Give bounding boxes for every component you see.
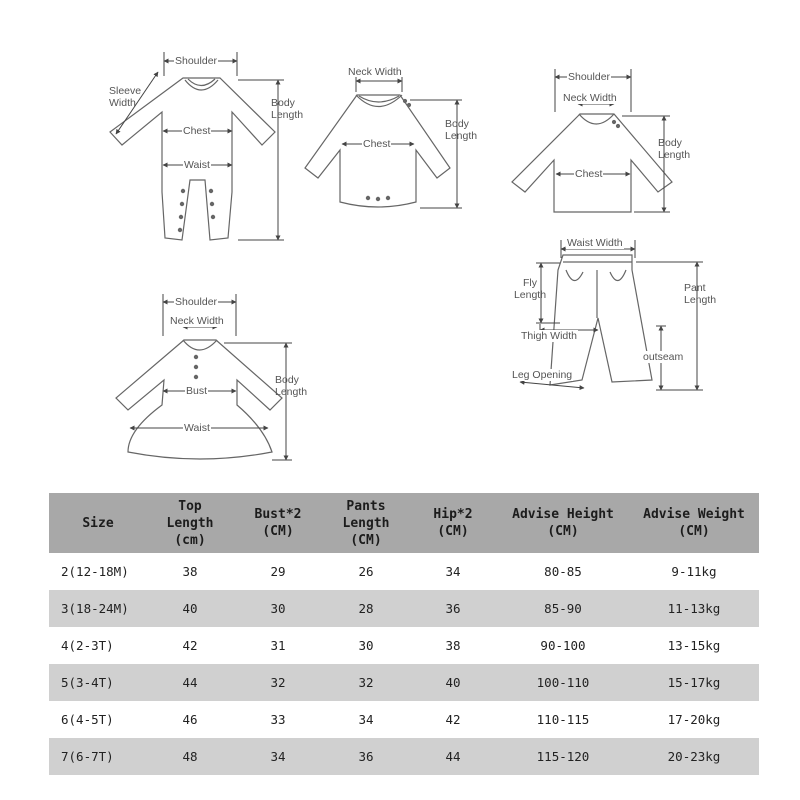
cell-advise-height: 80-85: [497, 553, 629, 590]
cell-pants-length: 34: [323, 701, 409, 738]
cell-bust: 30: [233, 590, 323, 627]
cell-size: 2(12-18M): [49, 553, 147, 590]
header-top-length: Top Length (cm): [147, 493, 233, 553]
top-body-length-label: Body Length: [658, 137, 691, 161]
top-neck-width-label: Neck Width: [563, 92, 617, 104]
cell-size: 3(18-24M): [49, 590, 147, 627]
cell-top-length: 48: [147, 738, 233, 775]
romper-chest-label: Chest: [183, 125, 211, 137]
header-bust: Bust*2 (CM): [233, 493, 323, 553]
cell-size: 4(2-3T): [49, 627, 147, 664]
romper-shoulder-label: Shoulder: [175, 55, 218, 67]
cell-size: 6(4-5T): [49, 701, 147, 738]
cell-hip: 44: [409, 738, 497, 775]
table-row: [49, 590, 759, 627]
cell-advise-weight: 11-13kg: [629, 590, 759, 627]
bodysuit-body-length-label: Body Length: [445, 118, 478, 142]
cell-hip: 42: [409, 701, 497, 738]
size-chart-table: [49, 493, 759, 775]
bodysuit-chest-label: Chest: [363, 138, 391, 150]
cell-pants-length: 32: [323, 664, 409, 701]
cell-bust: 29: [233, 553, 323, 590]
table-row: [49, 701, 759, 738]
table-header-row: [49, 493, 759, 553]
cell-pants-length: 28: [323, 590, 409, 627]
pants-pant-length-label: Pant Length: [684, 282, 717, 306]
cell-top-length: 40: [147, 590, 233, 627]
cell-advise-weight: 13-15kg: [629, 627, 759, 664]
cell-advise-height: 90-100: [497, 627, 629, 664]
cell-pants-length: 30: [323, 627, 409, 664]
cell-bust: 31: [233, 627, 323, 664]
top-measure-lines: [555, 69, 670, 212]
romper-body-length-label: Body Length: [271, 97, 304, 121]
cell-pants-length: 26: [323, 553, 409, 590]
dress-shoulder-label: Shoulder: [175, 296, 218, 308]
dress-illustration: [116, 340, 282, 459]
romper-measure-lines: [116, 52, 284, 240]
cell-bust: 34: [233, 738, 323, 775]
header-advise-weight: Advise Weight (CM): [629, 493, 759, 553]
pants-fly-length-label: Fly Length: [513, 277, 547, 301]
cell-size: 5(3-4T): [49, 664, 147, 701]
cell-size: 7(6-7T): [49, 738, 147, 775]
top-shoulder-label: Shoulder: [568, 71, 611, 83]
cell-hip: 34: [409, 553, 497, 590]
top-illustration: [512, 114, 672, 212]
bodysuit-illustration: [305, 95, 450, 207]
romper-waist-label: Waist: [184, 159, 210, 171]
cell-bust: 33: [233, 701, 323, 738]
cell-advise-weight: 17-20kg: [629, 701, 759, 738]
cell-bust: 32: [233, 664, 323, 701]
cell-top-length: 38: [147, 553, 233, 590]
header-size: Size: [49, 493, 147, 553]
dress-body-length-label: Body Length: [275, 374, 308, 398]
cell-advise-height: 85-90: [497, 590, 629, 627]
dress-bust-label: Bust: [186, 385, 208, 397]
cell-pants-length: 36: [323, 738, 409, 775]
cell-top-length: 46: [147, 701, 233, 738]
table-row: [49, 738, 759, 775]
cell-advise-weight: 9-11kg: [629, 553, 759, 590]
table-row: [49, 553, 759, 590]
cell-hip: 36: [409, 590, 497, 627]
top-chest-label: Chest: [575, 168, 603, 180]
cell-hip: 38: [409, 627, 497, 664]
pants-waist-width-label: Waist Width: [567, 237, 623, 249]
table-row: [49, 627, 759, 664]
pants-thigh-width-label: Thigh Width: [521, 330, 578, 342]
header-advise-height: Advise Height (CM): [497, 493, 629, 553]
cell-advise-height: 100-110: [497, 664, 629, 701]
cell-top-length: 44: [147, 664, 233, 701]
pants-outseam-label: outseam: [643, 351, 684, 363]
cell-advise-height: 115-120: [497, 738, 629, 775]
cell-hip: 40: [409, 664, 497, 701]
pants-illustration: [550, 255, 652, 385]
bodysuit-neck-width-label: Neck Width: [348, 66, 402, 78]
cell-advise-weight: 20-23kg: [629, 738, 759, 775]
dress-waist-label: Waist: [184, 422, 210, 434]
table-row: [49, 664, 759, 701]
header-pants-length: Pants Length (CM): [323, 493, 409, 553]
header-hip: Hip*2 (CM): [409, 493, 497, 553]
pants-leg-opening-label: Leg Opening: [512, 369, 573, 381]
cell-top-length: 42: [147, 627, 233, 664]
cell-advise-weight: 15-17kg: [629, 664, 759, 701]
cell-advise-height: 110-115: [497, 701, 629, 738]
dress-neck-width-label: Neck Width: [170, 315, 224, 327]
romper-sleeve-width-label: Sleeve Width: [109, 85, 142, 109]
